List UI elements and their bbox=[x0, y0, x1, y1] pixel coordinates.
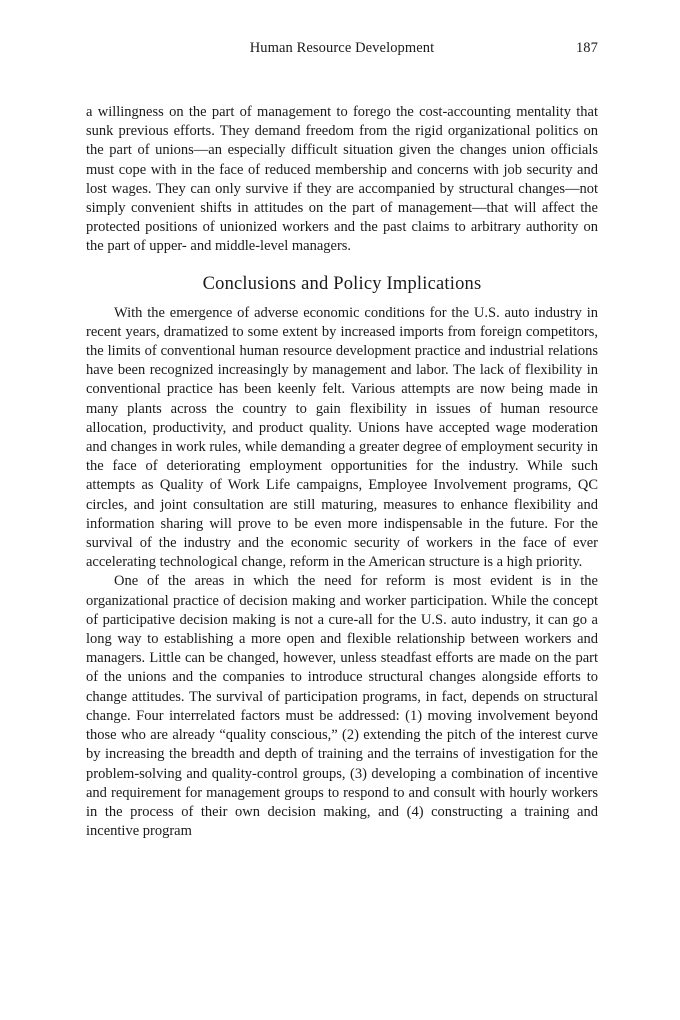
continuation-paragraph: a willingness on the part of management to forego the cost-accounting mentality that sunk previous efforts. They demand freedom from the rigid organizational politics on the part of unions—an especially difficult situation given the changes union officials must cope with in the face of reduced membership and concerns with job security and lost wages. They can only survive if they are accompanied by structural changes—not simply convenient shifts in attitudes on the part of management—that will affect the protected positions of unionized workers and the past claims to arbitrary authority on the part of upper- and middle-level managers. bbox=[86, 104, 598, 255]
running-title: Human Resource Development bbox=[249, 40, 435, 56]
page-number: 187 bbox=[575, 40, 598, 56]
running-head bbox=[86, 40, 598, 62]
body-paragraph-2: One of the areas in which the need for reform is most evident is in the organizational practice of decision making and worker participation. While the concept of participative decision making is not a cure-all for the U.S. auto industry, it can go a long way to establishing a more open and flexible relationship between workers and managers. Little can be changed, however, unless steadfast efforts are made on the part of the unions and the companies to introduce structural changes alongside efforts to change attitudes. The survival of participation programs, in fact, depends on structural change. Four interrelated factors must be addressed: (1) moving involvement beyond those who are already “quality conscious,” (2) extending the pitch of the interest curve by increasing the breadth and depth of training and the terrains of investigation for the problem-solving and quality-control groups, (3) developing a combination of incentive and requirement for management groups to respond to and consult with hourly workers in the process of their own decision making, and (4) constructing a training and incentive program bbox=[86, 573, 598, 840]
body-paragraph-1: With the emergence of adverse economic conditions for the U.S. auto industry in recent years, dramatized to some extent by increased imports from foreign competitors, the limits of conventional human resource development practice and industrial relations have been recognized increasingly by management and labor. The lack of flexibility in conventional practice has been keenly felt. Various attempts are now being made in many plants across the country to gain flexibility in issues of human resource allocation, productivity, and product quality. Unions have accepted wage moderation and changes in work rules, while demanding a greater degree of employment security in the face of deteriorating employment opportunities for the industry. While such attempts as Quality of Work Life campaigns, Employee Involvement programs, QC circles, and joint consultation are still maturing, measures to enhance flexibility and information sharing will prove to be even more indispensable in the future. For the survival of the industry and the economic security of workers in the face of ever accelerating technological change, reform in the American structure is a high priority. bbox=[86, 304, 598, 571]
book-page bbox=[86, 40, 598, 841]
section-heading: Conclusions and Policy Implications bbox=[202, 273, 482, 294]
